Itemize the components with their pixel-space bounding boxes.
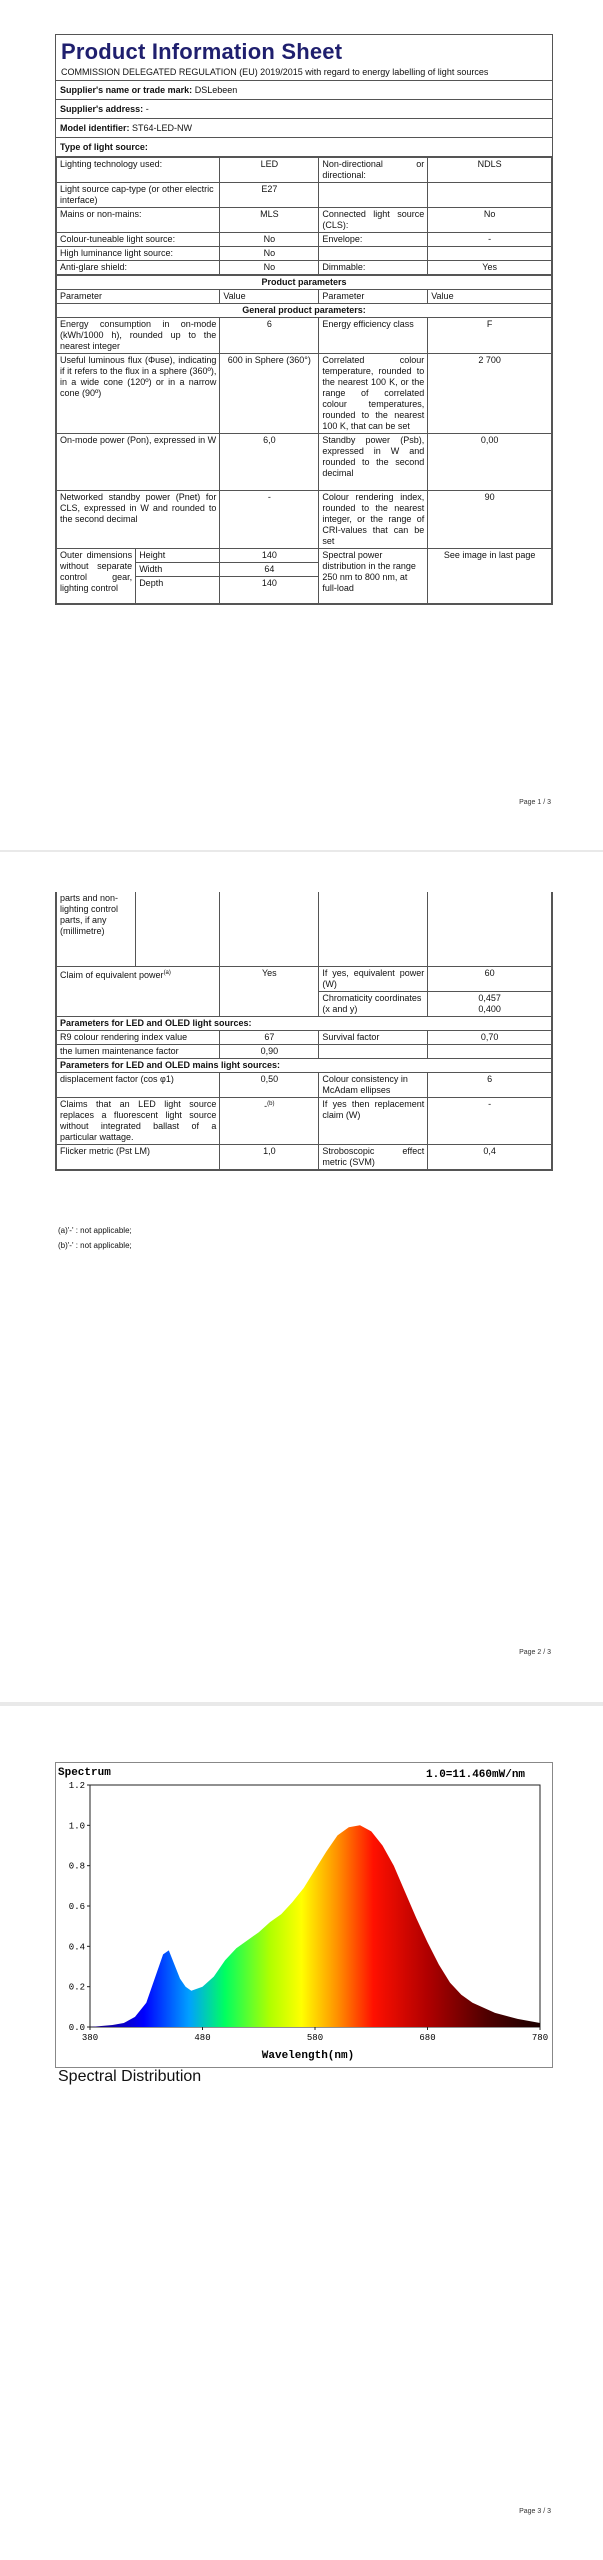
table-row: Colour-tuneable light source: No Envelope: - — [57, 233, 552, 247]
spectrum-area — [90, 1825, 540, 2027]
table-row: High luminance light source: No — [57, 247, 552, 261]
regulation-text: COMMISSION DELEGATED REGULATION (EU) 2019/2015 with regard to energy labelling of light sources — [61, 67, 489, 77]
params-table-continued — [56, 892, 552, 1170]
chart-caption: Spectral Distribution — [58, 2068, 202, 2085]
y-tick-label: 0.2 — [68, 1982, 85, 1993]
spectrum-chart — [55, 1762, 553, 2068]
table-row: Mains or non-mains: MLS Connected light source (CLS): No — [57, 208, 552, 233]
table-row: R9 colour rendering index value 67 Survival factor 0,70 — [57, 1031, 552, 1045]
x-axis-label: Wavelength(nm) — [261, 2050, 355, 2062]
info-sheet-frame — [55, 34, 553, 605]
light-source-table — [56, 157, 552, 275]
model-value: ST64-LED-NW — [132, 123, 193, 133]
table-row: Depth 140 — [57, 577, 552, 604]
table-row: Chromaticity coordinates (x and y) 0,457 0,400 — [57, 992, 552, 1017]
page-number: Page 1 / 3 — [519, 799, 551, 806]
sheet-title: Product Information Sheet — [61, 39, 343, 64]
y-tick-label: 1.0 — [68, 1821, 85, 1832]
table-row: Light source cap-type (or other electric interface) E27 — [57, 183, 552, 208]
address-value: - — [145, 104, 149, 114]
table-row: Flicker metric (Pst LM) 1,0 Stroboscopic effect metric (SVM) 0,4 — [57, 1145, 552, 1170]
info-sheet-frame-continued — [55, 892, 553, 1171]
y-tick-label: 1.2 — [68, 1781, 85, 1791]
y-tick-label: 0.8 — [68, 1861, 85, 1872]
table-row: Width 64 — [57, 563, 552, 577]
supplier-line: Supplier's name or trade mark: DSLebeen — [56, 81, 552, 100]
chart-annotation: 1.0=11.460mW/nm — [426, 1769, 526, 1781]
general-title: General product parameters: — [57, 304, 552, 318]
x-tick-label: 780 — [531, 2033, 549, 2043]
x-tick-label: 480 — [194, 2033, 211, 2043]
table-row: the lumen maintenance factor 0,90 — [57, 1045, 552, 1059]
table-row: Networked standby power (Pnet) for CLS, expressed in W and rounded to the second decimal - Colour rendering index, rounded to the nearest integer, or the range of CRI-values that can be set 90 — [57, 491, 552, 549]
page-number: Page 2 / 3 — [519, 1649, 551, 1656]
y-tick-label: 0.6 — [68, 1902, 85, 1912]
supplier-value: DSLebeen — [194, 85, 238, 95]
footnote-a: (a)'-' : not applicable; — [58, 1226, 132, 1235]
params-title: Product parameters — [57, 276, 552, 290]
table-row: parts and non-lighting control parts, if any (millimetre) — [57, 892, 552, 967]
type-line: Type of light source: — [56, 138, 552, 157]
chart-title: Spectrum — [58, 1767, 111, 1779]
table-row: On-mode power (Pon), expressed in W 6,0 Standby power (Psb), expressed in W and rounded to the second decimal 0,00 — [57, 434, 552, 491]
table-row: Energy consumption in on-mode (kWh/1000 h), rounded up to the nearest integer 6 Energy efficiency class F — [57, 318, 552, 354]
page-1 — [0, 0, 603, 850]
x-tick-label: 380 — [81, 2033, 99, 2043]
table-row: Useful luminous flux (Φuse), indicating if it refers to the flux in a sphere (360º), in a wide cone (120º) or in a narrow cone (90º) 600 in Sphere (360°) Correlated colour temperature, rounded to the nearest 100 K, or the range of correlated colour temperatures, rounded to the nearest 100 K, that can be set 2 700 — [57, 354, 552, 434]
page-2 — [0, 852, 603, 1702]
x-tick-label: 580 — [306, 2033, 324, 2043]
address-line: Supplier's address: - — [56, 100, 552, 119]
y-tick-label: 0.4 — [68, 1942, 85, 1953]
table-row: displacement factor (cos φ1) 0,50 Colour consistency in McAdam ellipses 6 — [57, 1073, 552, 1098]
table-row: Claim of equivalent power$^{(a)}$ Yes If yes, equivalent power (W) 60 — [57, 967, 552, 992]
mains-section-title: Parameters for LED and OLED mains light sources: — [57, 1059, 552, 1073]
table-row: Outer dimensions without separate control gear, lighting control Height 140 Spectral power distribution in the range 250 nm to 800 nm, at full-load See image in last page — [57, 549, 552, 563]
params-table: Product parameters Parameter Value Parameter Value General product parameters: Energy consumption in on-mode (kWh/1000 h), rounded up to the nearest integer 6 Energy efficiency class F Useful luminous flux (Φuse), indicating if it refers to the flux in a sphere (360º), in a wide cone (120º) or in a narrow cone (90º) 600 in Sphere (360°) Correlated colour temperature, rounded to the nearest 100 K, or the range of correlated colour temperatures, rounded to the nearest 100 K, that can be set 2 700 On-mode power (Pon), expressed in W 6,0 Standby power (Psb), expressed in W and rounded to the second decimal 0,00 Networked standby power (Pnet) for CLS, expressed in W and rounded to the second decimal - Colour rendering index, rounded to the nearest integer, or the range of CRI-values that can be set 90 Outer dimensions without separate control gear, lighting control Height 140 Spectral power distribution in the range 250 nm to 800 nm, at full-load See image in last page Width 64 Depth 140 — [56, 275, 552, 604]
table-row: Claims that an LED light source replaces a fluorescent light source without integrated ballast of a particular wattage. -$^{(b)}$ If yes then replacement claim (W) - — [57, 1098, 552, 1145]
page-3 — [0, 1706, 603, 2560]
page-number: Page 3 / 3 — [519, 2508, 551, 2515]
spectrum-svg — [56, 1763, 552, 2067]
footnote-b: (b)'-' : not applicable; — [58, 1241, 132, 1250]
led-section-title: Parameters for LED and OLED light sources: — [57, 1017, 552, 1031]
model-line: Model identifier: ST64-LED-NW — [56, 119, 552, 138]
x-tick-label: 680 — [419, 2033, 436, 2043]
table-row: Lighting technology used: LED Non-directional or directional: NDLS — [57, 158, 552, 183]
table-row: Anti-glare shield: No Dimmable: Yes — [57, 261, 552, 275]
y-tick-label: 0.0 — [68, 2023, 85, 2033]
